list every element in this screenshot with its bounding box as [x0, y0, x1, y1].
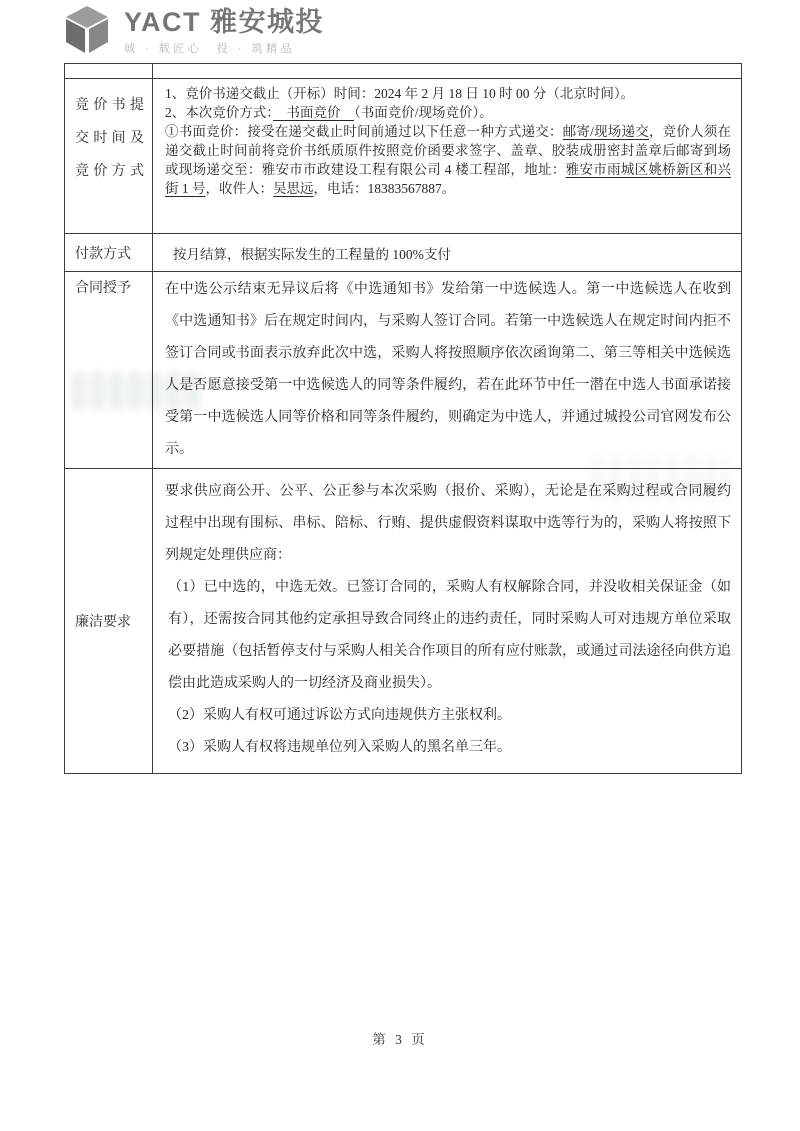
table-row-award [65, 272, 742, 469]
brand-tagline: 城 · 载匠心 投 · 筑精品 [124, 43, 296, 55]
row-content-submission [153, 79, 742, 234]
spacer-label-cell [65, 64, 153, 79]
integrity-clause-1: （1）已中选的，中选无效。已签订合同的，采购人有权解除合同，并没收相关保证金（如有），还需按合同其他约定承担导致合同终止的违约责任，同时采购人可对违规方单位采取必要措施（包括暂停支付与采购人相关合作项目的所有应付账款，或通过司法途径向供方追偿由此造成采购人的一切经济及商业损失）。 [168, 580, 731, 691]
integrity-intro-paragraph: 要求供应商公开、公平、公正参与本次采购（报价、采购），无论是在采购过程或合同履约过程中出现有围标、串标、陪标、行贿、提供虚假资料谋取中选等行为的，采购人将按照下列规定处理供应商： [165, 484, 731, 563]
bid-terms-table [64, 63, 742, 774]
table-row-integrity [65, 469, 742, 774]
row-label-payment: 付款方式 [65, 234, 153, 272]
row-label-award: 合同授予 [65, 272, 153, 469]
row-content-payment: 按月结算，根据实际发生的工程量的 100%支付 [153, 234, 742, 272]
award-terms-paragraph: 在中选公示结束无异议后将《中选通知书》发给第一中选候选人。第一中选候选人在收到《中选通知书》后在规定时间内，与采购人签订合同。若第一中选候选人在规定时间内拒不签订合同或书面表示放弃此次中选，采购人将按照顺序依次函询第二、第三等相关中选候选人是否愿意接受第一中选候选人的同等条件履约，若在此环节中任一潜在中选人书面承诺接受第一中选候选人同等价格和同等条件履约，则确定为中选人，并通过城投公司官网发布公示。 [165, 282, 731, 457]
written-bid-instructions: ①书面竞价：接受在递交截止时间前通过以下任意一种方式递交：邮寄/现场递交，竞价人须在递交截止时间前将竞价书纸质原件按照竞价函要求签字、盖章、胶装成册密封盖章后邮寄到场或现场递交至：雅安市市政建设工程有限公司 4 楼工程部，地址：雅安市雨城区姚桥新区和兴街 1 号，收件人：吴思远，电话：18383567887。 [165, 124, 732, 196]
brand-name: YACT 雅安城投 [124, 7, 325, 37]
logo-text-block [124, 4, 324, 56]
submission-deadline-line: 1、竞价书递交截止（开标）时间：2024 年 2 月 18 日 10 时 00 分（北京时间）。 [165, 86, 635, 101]
table-row-spacer [65, 64, 742, 79]
integrity-clause-2: （2）采购人有权可通过诉讼方式向违规供方主张权利。 [168, 708, 511, 723]
row-content-integrity [153, 469, 742, 774]
row-label-integrity: 廉洁要求 [65, 469, 153, 774]
cube-logo-icon [64, 4, 110, 56]
page-number: 第 3 页 [372, 1032, 428, 1047]
bidding-method-line: 2、本次竞价方式： 书面竞价 （书面竞价/现场竞价）。 [165, 105, 493, 120]
company-logo [64, 4, 324, 56]
table-row-submission [65, 79, 742, 234]
integrity-clause-3: （3）采购人有权将违规单位列入采购人的黑名单三年。 [168, 740, 511, 755]
spacer-content-cell [153, 64, 742, 79]
row-label-submission: 竞价书提交时间及竞价方式 [65, 79, 153, 234]
row-content-award [153, 272, 742, 469]
table-row-payment [65, 234, 742, 272]
